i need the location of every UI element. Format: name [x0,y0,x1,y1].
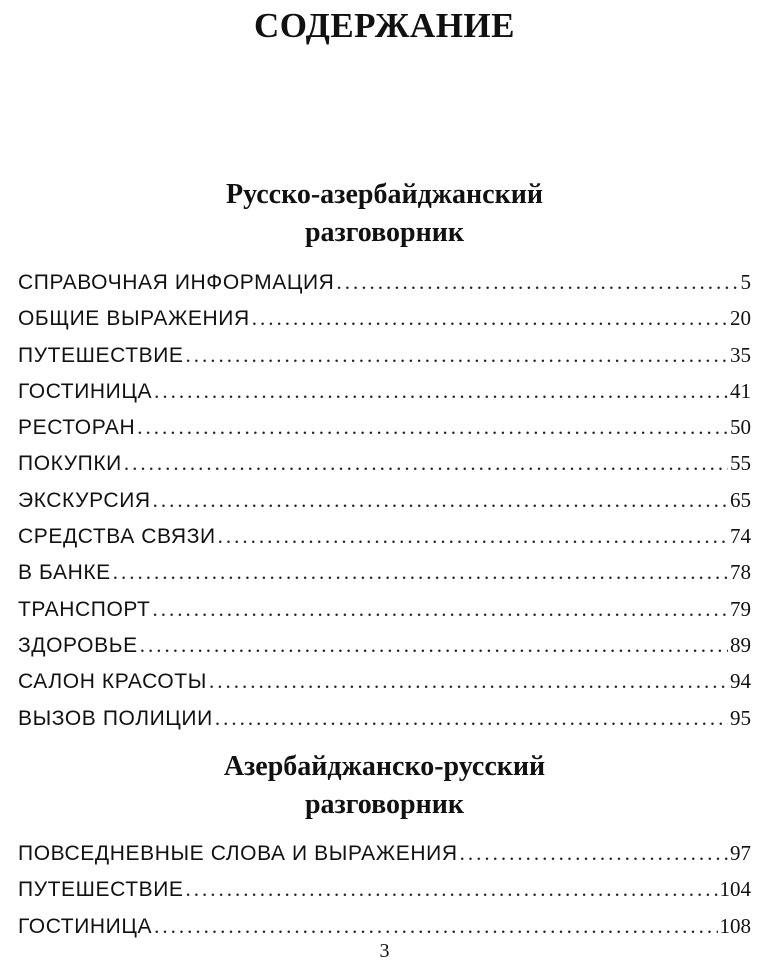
toc-entry-title: ПОКУПКИ [18,452,122,476]
toc-entry-page: 74 [730,524,751,549]
toc-entry-page: 55 [730,451,751,476]
dot-leader [186,877,718,902]
toc-list-azerbaijani-russian [18,841,751,950]
section-heading-line2: разговорник [304,217,465,248]
dot-leader [209,669,728,694]
section-heading-line2: разговорник [304,789,465,820]
toc-entry-page: 78 [730,560,751,585]
toc-entry-page: 65 [730,487,751,512]
toc-entry-page: 5 [740,270,751,294]
toc-entry [18,633,751,669]
section-heading-line1: Азербайджанско-русский [223,751,546,782]
page-title: СОДЕРЖАНИЕ [253,6,515,45]
toc-entry [18,270,751,306]
dot-leader [124,451,728,476]
dot-leader [215,706,728,731]
toc-entry-page: 95 [730,705,751,730]
dot-leader [153,597,729,622]
section-heading-russian-azerbaijani [0,176,769,252]
toc-entry [18,841,751,877]
toc-entry-title: ПОВСЕДНЕВНЫЕ СЛОВА И ВЫРАЖЕНИЯ [18,842,458,865]
toc-entry [18,706,751,742]
dot-leader [186,343,728,368]
dot-leader [336,270,738,295]
toc-entry-title: ПУТЕШЕСТВИЕ [18,343,184,367]
toc-entry [18,560,751,596]
toc-entry [18,343,751,379]
toc-entry-title: ГОСТИНИЦА [18,379,153,403]
toc-entry [18,877,751,913]
toc-entry-title: СРЕДСТВА СВЯЗИ [18,525,216,549]
toc-entry [18,451,751,487]
dot-leader [252,306,728,331]
toc-entry-title: ПУТЕШЕСТВИЕ [18,878,184,902]
toc-entry-page: 35 [730,342,751,367]
toc-entry-title: ГОСТИНИЦА [18,914,153,938]
toc-entry-title: В БАНКЕ [18,561,111,585]
dot-leader [113,560,728,585]
toc-entry-page: 41 [730,378,751,403]
toc-entry-page: 94 [730,669,751,694]
toc-entry [18,524,751,560]
dot-leader [140,633,728,658]
toc-entry-page: 104 [719,877,751,902]
toc-entry [18,306,751,342]
section-heading-line1: Русско-азербайджанский [226,179,543,210]
toc-entry-title: ЗДОРОВЬЕ [18,633,138,657]
toc-entry-title: ВЫЗОВ ПОЛИЦИИ [18,706,213,730]
toc-entry [18,415,751,451]
toc-entry [18,669,751,705]
toc-entry [18,379,751,415]
section-heading-azerbaijani-russian [0,748,769,824]
toc-entry-title: СПРАВОЧНАЯ ИНФОРМАЦИЯ [18,271,335,294]
toc-entry-page: 79 [730,596,751,621]
toc-entry-title: ЭКСКУРСИЯ [18,488,151,512]
toc-entry-page: 108 [719,913,751,938]
toc-entry-page: 97 [730,841,751,865]
dot-leader [218,524,728,549]
dot-leader [154,914,717,939]
toc-entry-title: ТРАНСПОРТ [18,597,151,621]
toc-entry-title: ОБЩИЕ ВЫРАЖЕНИЯ [18,307,250,331]
dot-leader [154,379,728,404]
dot-leader [153,488,728,513]
toc-entry [18,488,751,524]
dot-leader [137,415,728,440]
toc-entry-page: 20 [730,306,751,331]
toc-entry-page: 50 [730,415,751,440]
toc-entry-title: САЛОН КРАСОТЫ [18,670,207,694]
dot-leader [460,841,728,866]
toc-list-russian-azerbaijani [18,270,751,742]
toc-entry [18,597,751,633]
toc-entry-page: 89 [730,632,751,657]
toc-entry-title: РЕСТОРАН [18,416,136,440]
page-number: 3 [379,940,390,962]
